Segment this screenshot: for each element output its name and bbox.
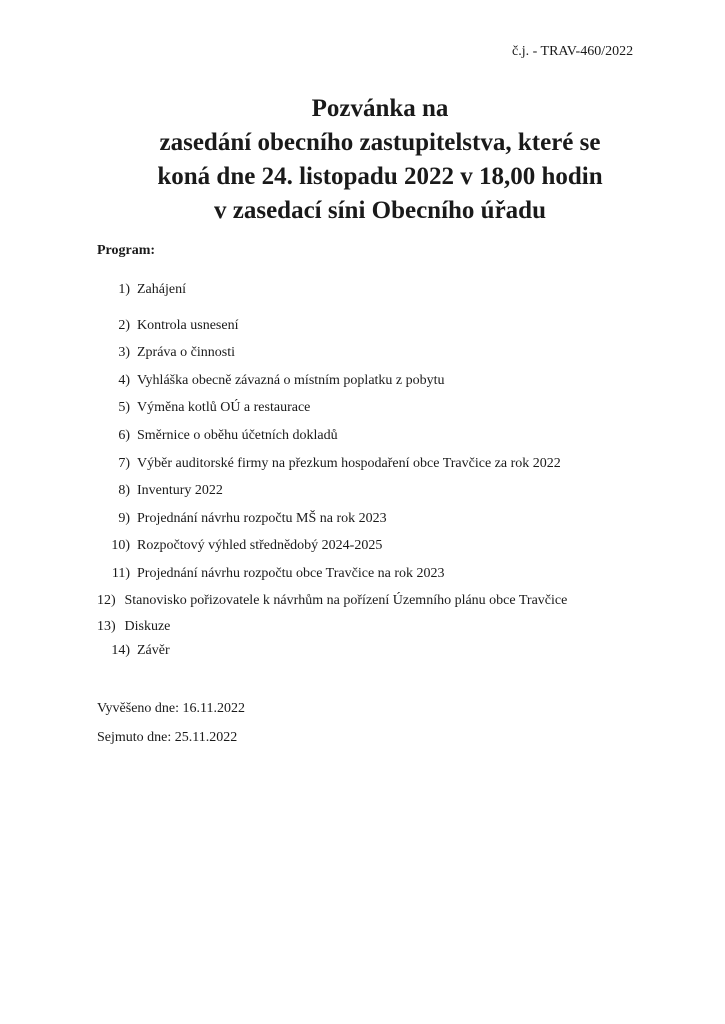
agenda-item: [97, 454, 561, 474]
agenda-item-number: 6): [118, 428, 130, 443]
agenda-item-text: Kontrola usnesení: [137, 318, 239, 333]
agenda-item: [97, 591, 567, 611]
agenda-item-number: 13): [97, 619, 116, 634]
agenda-item: [97, 641, 170, 661]
title-line-3: koná dne 24. listopadu 2022 v 18,00 hodin: [157, 163, 603, 190]
agenda-item-text: Zpráva o činnosti: [137, 345, 235, 360]
agenda-item-number: 12): [97, 593, 116, 608]
agenda-item: [97, 564, 445, 584]
posted-date: 16.11.2022: [182, 701, 246, 716]
agenda-item-text: Závěr: [137, 643, 170, 658]
title-line-4: v zasedací síni Obecního úřadu: [214, 197, 546, 224]
agenda-item-number: 2): [118, 318, 130, 333]
agenda-item-text: Směrnice o oběhu účetních dokladů: [137, 428, 338, 443]
agenda-item: [97, 398, 310, 418]
agenda-item-text: Rozpočtový výhled střednědobý 2024-2025: [137, 538, 383, 553]
agenda-item: [97, 536, 382, 556]
agenda-item-text: Diskuze: [124, 619, 171, 634]
agenda-item: [97, 371, 445, 391]
removed-date-line: [97, 730, 237, 746]
agenda-item-text: Projednání návrhu rozpočtu obce Travčice na rok 2023: [137, 566, 445, 581]
agenda-item-text: Inventury 2022: [137, 483, 223, 498]
posted-date-line: [97, 701, 245, 717]
program-label: Program:: [97, 243, 156, 258]
agenda-item-text: Zahájení: [137, 282, 186, 297]
agenda-item-number: 5): [118, 400, 130, 415]
agenda-item: [97, 316, 238, 336]
agenda-item-text: Stanovisko pořizovatele k návrhům na pořízení Územního plánu obce Travčice: [124, 593, 568, 608]
agenda-item-text: Výběr auditorské firmy na přezkum hospodaření obce Travčice za rok 2022: [137, 456, 561, 471]
agenda-item: [97, 426, 338, 446]
agenda-item-number: 14): [111, 643, 130, 658]
agenda-item-number: 7): [118, 456, 130, 471]
agenda-item: [97, 280, 186, 300]
agenda-item-number: 11): [111, 566, 130, 581]
removed-label: Sejmuto dne:: [97, 730, 172, 745]
document-title: [60, 92, 700, 228]
title-line-1: Pozvánka na: [311, 95, 449, 122]
removed-date: 25.11.2022: [174, 730, 238, 745]
reference-number: č.j. - TRAV-460/2022: [512, 44, 634, 59]
agenda-item-number: 4): [118, 373, 130, 388]
agenda-item: [97, 481, 223, 501]
agenda-item: [97, 343, 235, 363]
agenda-item-text: Výměna kotlů OÚ a restaurace: [137, 400, 311, 415]
agenda-item: [97, 617, 170, 637]
posted-label: Vyvěšeno dne:: [97, 701, 180, 716]
agenda-item-number: 3): [118, 345, 130, 360]
title-line-2: zasedání obecního zastupitelstva, které se: [159, 129, 601, 156]
agenda-item: [97, 509, 387, 529]
agenda-item-text: Projednání návrhu rozpočtu MŠ na rok 2023: [137, 511, 387, 526]
agenda-item-number: 8): [118, 483, 130, 498]
agenda-item-number: 1): [118, 282, 130, 297]
agenda-item-number: 10): [111, 538, 130, 553]
agenda-item-text: Vyhláška obecně závazná o místním poplatku z pobytu: [137, 373, 445, 388]
agenda-item-number: 9): [118, 511, 130, 526]
